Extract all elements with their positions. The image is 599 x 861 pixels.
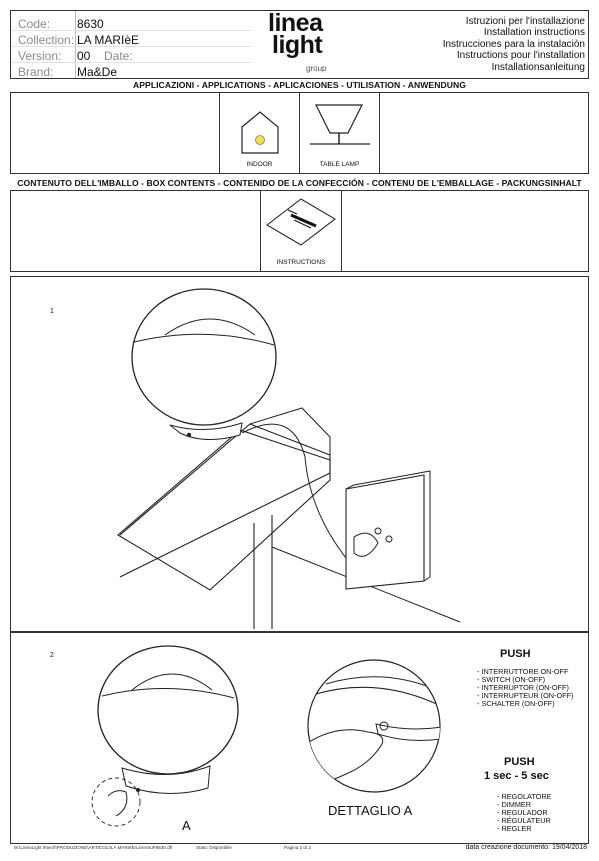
push-item: - INTERRUPTOR (ON-OFF) [477,683,569,692]
push-item: - SCHALTER (ON-OFF) [477,699,555,708]
content-instructions [260,190,342,272]
dimmer-item: - RÉGULATEUR [497,816,551,825]
dimmer-list [497,793,551,833]
footer-status: Stato: Disponibile [196,845,232,850]
footer-page: Pagina 2 di 3 [284,845,311,850]
instructions-title-es: Instrucciones para la instalaciòn [442,38,585,50]
date-label: Date: [104,49,133,63]
push-item: - SWITCH (ON-OFF) [477,675,546,684]
code-value: 8630 [77,17,104,31]
application-table-lamp [299,92,380,174]
detail-a-label: DETTAGLIO A [328,803,413,818]
dimmer-item: - REGOLATORE [497,792,552,801]
brand-label: Brand: [18,65,54,79]
collection-label: Collection: [18,33,75,47]
step1-number: 1 [50,308,54,315]
indoor-caption: INDOOR [246,161,273,168]
table-lamp-icon [300,97,379,159]
dimmer-item: - REGULADOR [497,808,548,817]
dimmer-item: - REGLER [497,824,532,833]
instructions-title-it: Istruzioni per l'installazione [465,16,585,27]
version-label: Version: [18,49,62,63]
table-lamp-caption: TABLE LAMP [319,161,360,168]
instructions-sheet-icon [261,193,341,255]
header-row-line [11,62,251,63]
application-indoor [219,92,300,174]
dimmer-item: - DIMMER [497,800,532,809]
step2-number: 2 [50,652,54,659]
step2-lamp-illustration [80,640,320,840]
logo-line-3: group [306,64,327,73]
version-value: 00 [77,49,91,63]
instructions-title-fr: Instructions pour l'installation [456,50,585,62]
logo-line-2: light [272,31,323,59]
house-icon [220,99,299,159]
step1-illustration [10,277,589,631]
instructions-caption: INSTRUCTIONS [276,259,326,266]
push-title: PUSH [500,648,531,660]
push2-time: 1 sec - 5 sec [484,770,549,782]
instructions-title-en: Installation instructions [483,27,585,39]
applications-title: APPLICAZIONI - APPLICATIONS - APLICACIONES - UTILISATION - ANWENDUNG [133,80,466,90]
header-label-divider [75,11,76,78]
logo-line-1: linea [268,9,323,37]
push-item: - INTERRUPTEUR (ON-OFF) [477,691,574,700]
detail-a-illustration [306,654,456,804]
push-item: - INTERRUTTORE ON-OFF [477,667,569,676]
brand-value: Ma&De [77,65,118,79]
contents-title: CONTENUTO DELL'IMBALLO - BOX CONTENTS - CONTENIDO DE LA CONFECCIÓN - CONTENU DE L'EMBALLAGE - PACKUNGSINHALT [17,178,582,188]
instructions-titles [443,16,585,73]
code-label: Code: [18,17,51,31]
collection-value: LA MARIèE [77,33,140,47]
instructions-title-de: Installationsanleitung [491,61,585,73]
header-row-line [11,46,251,47]
push-list [477,668,573,708]
footer-path: M:\LineaLight 9\tech\PRODUZIONE\ARTICOLI\LA MARIèE\LinenSuF8630.dft [14,845,173,850]
footer-date: data creazione documento: 19/04/2018 [465,844,587,851]
header-row-lines [11,30,251,31]
push2-title: PUSH [504,756,535,768]
company-logo [266,9,344,76]
label-a: A [182,818,191,833]
